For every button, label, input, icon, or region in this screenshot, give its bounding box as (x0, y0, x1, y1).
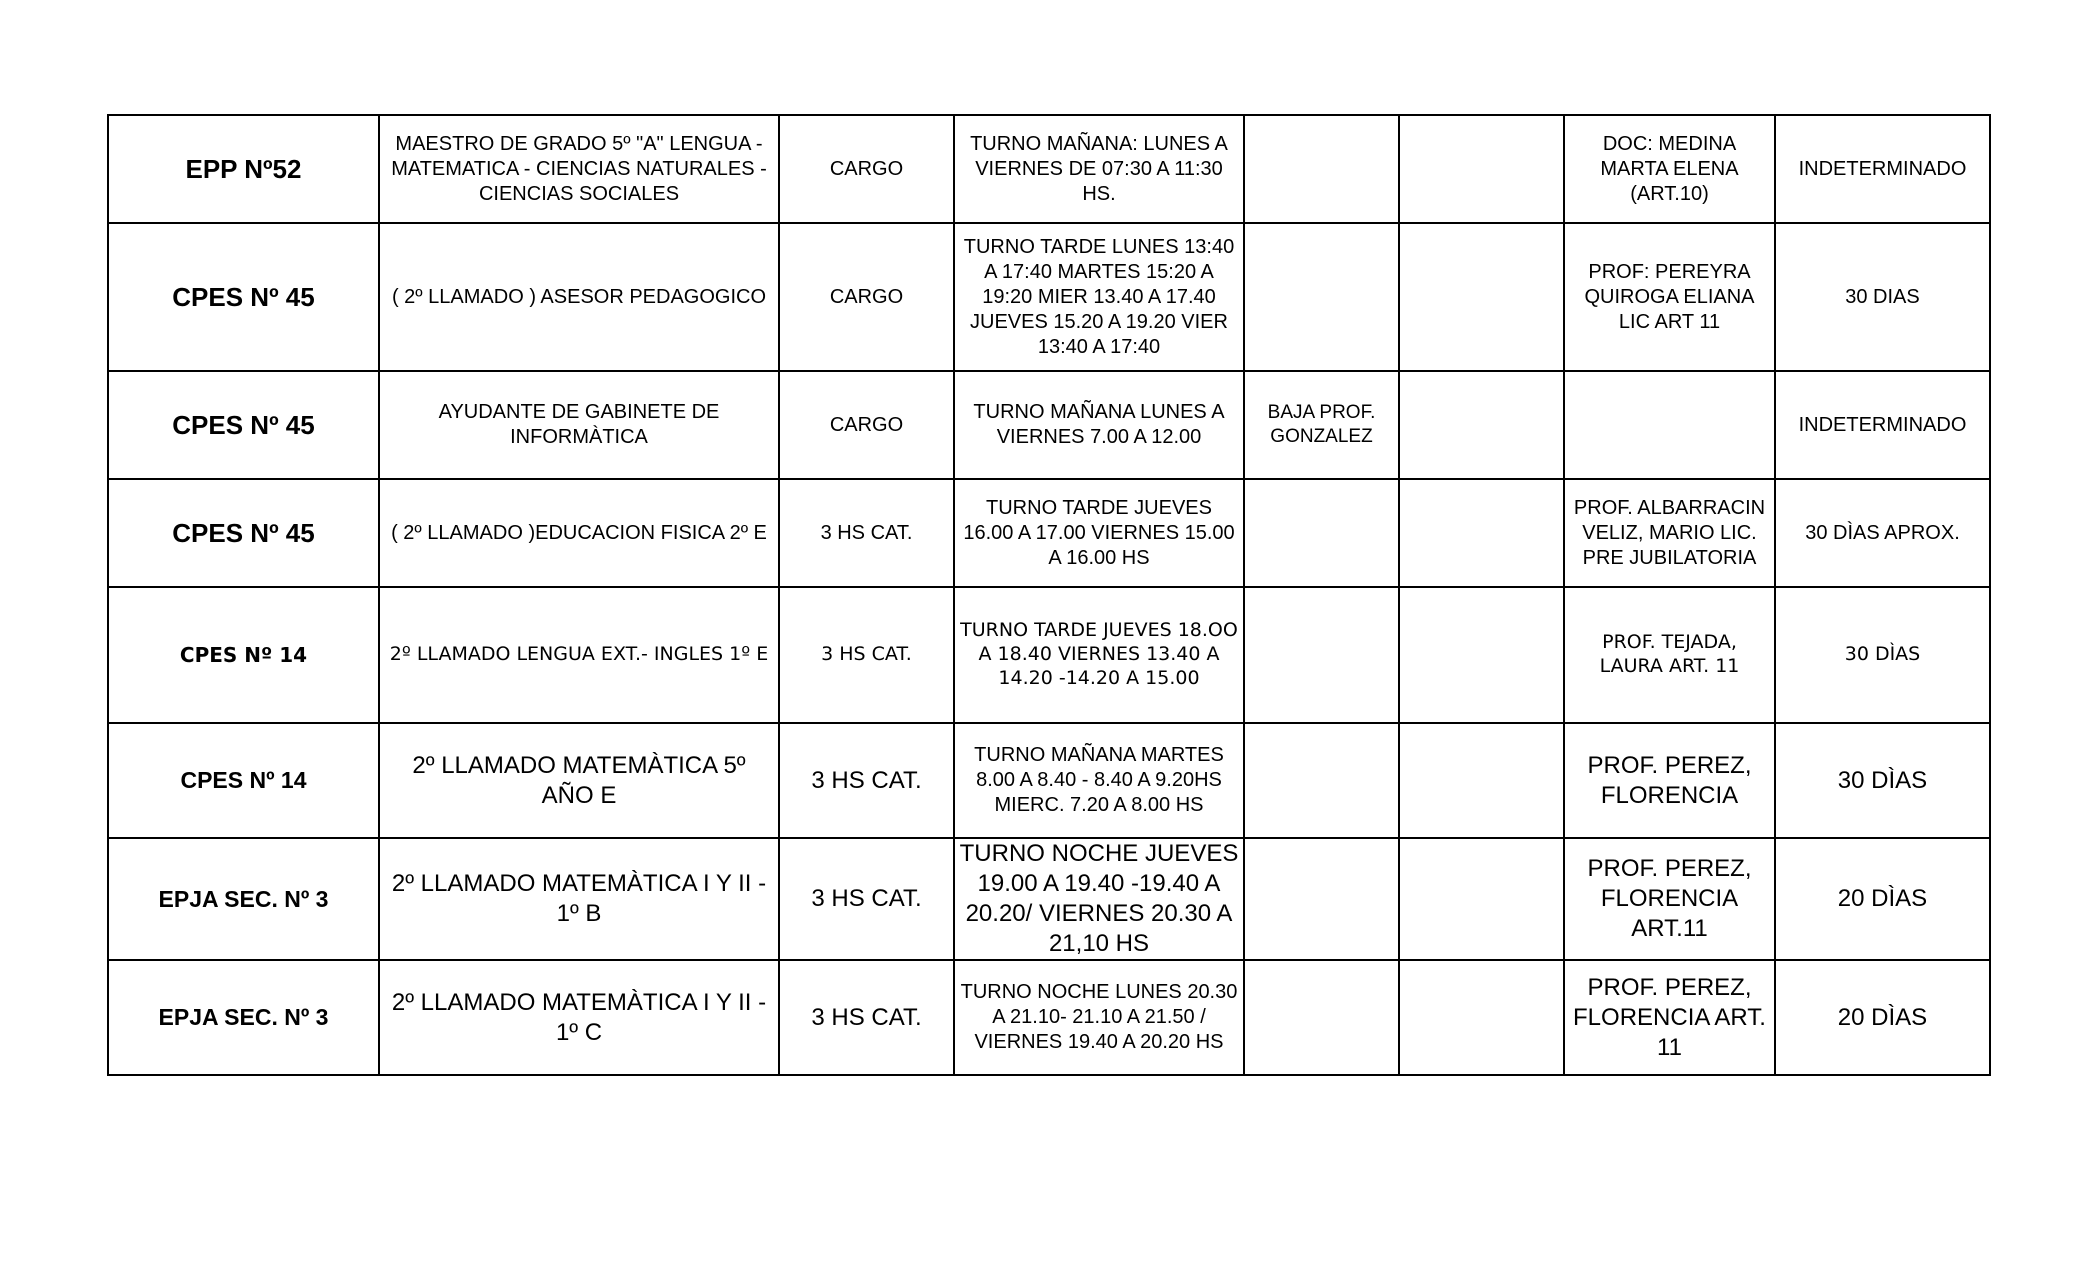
subject-cell: ( 2º LLAMADO ) ASESOR PEDAGOGICO (379, 223, 779, 371)
table-row (108, 479, 1990, 587)
note-cell (1244, 960, 1399, 1075)
vacancies-table (107, 114, 1991, 1076)
blank-cell (1399, 479, 1564, 587)
duration-cell: 30 DÌAS (1775, 723, 1990, 838)
teacher-cell: PROF. PEREZ, FLORENCIA ART.11 (1564, 838, 1775, 960)
subject-cell: MAESTRO DE GRADO 5º "A" LENGUA - MATEMATICA - CIENCIAS NATURALES - CIENCIAS SOCIALES (379, 115, 779, 223)
school-cell: CPES Nº 45 (108, 479, 379, 587)
type-cell: 3 HS CAT. (779, 838, 954, 960)
table-row (108, 587, 1990, 723)
note-cell (1244, 838, 1399, 960)
teacher-cell: PROF: PEREYRA QUIROGA ELIANA LIC ART 11 (1564, 223, 1775, 371)
table-row (108, 223, 1990, 371)
school-cell: CPES Nº 45 (108, 371, 379, 479)
school-cell: EPJA SEC. Nº 3 (108, 838, 379, 960)
note-cell: BAJA PROF. GONZALEZ (1244, 371, 1399, 479)
blank-cell (1399, 587, 1564, 723)
type-cell: 3 HS CAT. (779, 960, 954, 1075)
school-cell: CPES Nº 45 (108, 223, 379, 371)
teacher-cell (1564, 371, 1775, 479)
table-row (108, 115, 1990, 223)
note-cell (1244, 223, 1399, 371)
blank-cell (1399, 223, 1564, 371)
duration-cell: INDETERMINADO (1775, 371, 1990, 479)
teacher-cell: PROF. ALBARRACIN VELIZ, MARIO LIC. PRE JUBILATORIA (1564, 479, 1775, 587)
subject-cell: 2º LLAMADO MATEMÀTICA I Y II - 1º C (379, 960, 779, 1075)
schedule-cell: TURNO MAÑANA MARTES 8.00 A 8.40 - 8.40 A 9.20HS MIERC. 7.20 A 8.00 HS (954, 723, 1244, 838)
blank-cell (1399, 838, 1564, 960)
note-cell (1244, 115, 1399, 223)
duration-cell: 30 DIAS (1775, 223, 1990, 371)
teacher-cell: PROF. PEREZ, FLORENCIA (1564, 723, 1775, 838)
subject-cell: ( 2º LLAMADO )EDUCACION FISICA 2º E (379, 479, 779, 587)
subject-cell: 2º LLAMADO LENGUA EXT.- INGLES 1º E (379, 587, 779, 723)
blank-cell (1399, 371, 1564, 479)
duration-cell: 30 DÌAS APROX. (1775, 479, 1990, 587)
blank-cell (1399, 115, 1564, 223)
note-cell (1244, 587, 1399, 723)
school-cell: EPP Nº52 (108, 115, 379, 223)
duration-cell: INDETERMINADO (1775, 115, 1990, 223)
school-cell: CPES Nº 14 (108, 723, 379, 838)
schedule-cell: TURNO TARDE JUEVES 16.00 A 17.00 VIERNES 15.00 A 16.00 HS (954, 479, 1244, 587)
table-row (108, 960, 1990, 1075)
type-cell: 3 HS CAT. (779, 723, 954, 838)
duration-cell: 20 DÌAS (1775, 838, 1990, 960)
table-row (108, 838, 1990, 960)
duration-cell: 30 DÌAS (1775, 587, 1990, 723)
type-cell: CARGO (779, 223, 954, 371)
school-cell: CPES Nº 14 (108, 587, 379, 723)
schedule-cell: TURNO TARDE JUEVES 18.OO A 18.40 VIERNES 13.40 A 14.20 -14.20 A 15.00 (954, 587, 1244, 723)
type-cell: 3 HS CAT. (779, 587, 954, 723)
blank-cell (1399, 960, 1564, 1075)
teacher-cell: PROF. TEJADA, LAURA ART. 11 (1564, 587, 1775, 723)
schedule-cell: TURNO MAÑANA: LUNES A VIERNES DE 07:30 A 11:30 HS. (954, 115, 1244, 223)
type-cell: CARGO (779, 115, 954, 223)
teacher-cell: DOC: MEDINA MARTA ELENA (ART.10) (1564, 115, 1775, 223)
schedule-cell: TURNO TARDE LUNES 13:40 A 17:40 MARTES 15:20 A 19:20 MIER 13.40 A 17.40 JUEVES 15.20 A 19.20 VIER 13:40 A 17:40 (954, 223, 1244, 371)
duration-cell: 20 DÌAS (1775, 960, 1990, 1075)
schedule-cell: TURNO NOCHE JUEVES 19.00 A 19.40 -19.40 A 20.20/ VIERNES 20.30 A 21,10 HS (954, 838, 1244, 960)
subject-cell: 2º LLAMADO MATEMÀTICA I Y II - 1º B (379, 838, 779, 960)
note-cell (1244, 723, 1399, 838)
note-cell (1244, 479, 1399, 587)
blank-cell (1399, 723, 1564, 838)
schedule-cell: TURNO NOCHE LUNES 20.30 A 21.10- 21.10 A 21.50 / VIERNES 19.40 A 20.20 HS (954, 960, 1244, 1075)
teacher-cell: PROF. PEREZ, FLORENCIA ART. 11 (1564, 960, 1775, 1075)
type-cell: CARGO (779, 371, 954, 479)
subject-cell: AYUDANTE DE GABINETE DE INFORMÀTICA (379, 371, 779, 479)
school-cell: EPJA SEC. Nº 3 (108, 960, 379, 1075)
table-row (108, 723, 1990, 838)
type-cell: 3 HS CAT. (779, 479, 954, 587)
subject-cell: 2º LLAMADO MATEMÀTICA 5º AÑO E (379, 723, 779, 838)
schedule-cell: TURNO MAÑANA LUNES A VIERNES 7.00 A 12.00 (954, 371, 1244, 479)
table-row (108, 371, 1990, 479)
